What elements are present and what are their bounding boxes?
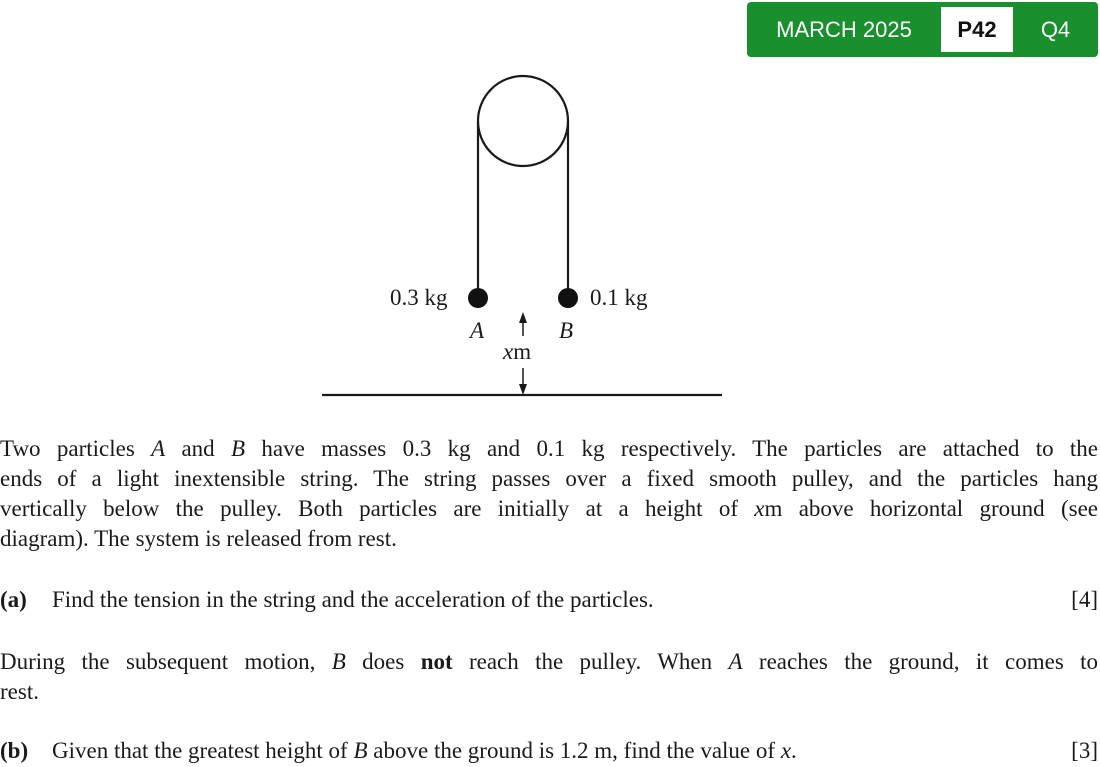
intro-line-3: vertically below the pulley. Both particles are initially at a height of xm above horizontal ground (see bbox=[0, 496, 1098, 521]
part-a-label: (a) bbox=[0, 587, 27, 612]
particle-a-label: A bbox=[470, 318, 485, 343]
part-a-text: Find the tension in the string and the acceleration of the particles. bbox=[52, 587, 654, 612]
middle-line-2: rest. bbox=[0, 679, 39, 704]
particle-b bbox=[558, 288, 578, 308]
part-b-text: Given that the greatest height of B above the ground is 1.2 m, find the value of x. bbox=[52, 738, 797, 763]
part-b-label: (b) bbox=[0, 738, 29, 763]
intro-line-2: ends of a light inextensible string. The string passes over a fixed smooth pulley, and the particles hang bbox=[0, 466, 1098, 491]
intro-line-1: Two particles A and B have masses 0.3 kg and 0.1 kg respectively. The particles are attached to the bbox=[0, 436, 1098, 461]
mass-b-label: 0.1 kg bbox=[590, 285, 648, 310]
part-a-marks: [4] bbox=[1071, 587, 1098, 612]
particle-b-label: B bbox=[559, 318, 574, 343]
part-b-marks: [3] bbox=[1071, 738, 1098, 763]
question-number: Q4 bbox=[1040, 17, 1071, 42]
pulley bbox=[478, 76, 568, 166]
height-label: xm bbox=[503, 339, 532, 364]
mass-a-label: 0.3 kg bbox=[390, 285, 448, 310]
question-intro bbox=[0, 434, 1098, 554]
subsequent-motion-text bbox=[0, 647, 1098, 707]
intro-line-4: diagram). The system is released from rest. bbox=[0, 526, 397, 551]
middle-line-1: During the subsequent motion, B does not reach the pulley. When A reaches the ground, it comes to bbox=[0, 649, 1098, 674]
particle-a bbox=[468, 288, 488, 308]
height-arrow-down-head bbox=[519, 384, 527, 395]
paper-number: P42 bbox=[941, 7, 1013, 52]
exam-session: MARCH 2025 bbox=[776, 17, 912, 42]
height-arrow-up-head bbox=[519, 312, 527, 323]
